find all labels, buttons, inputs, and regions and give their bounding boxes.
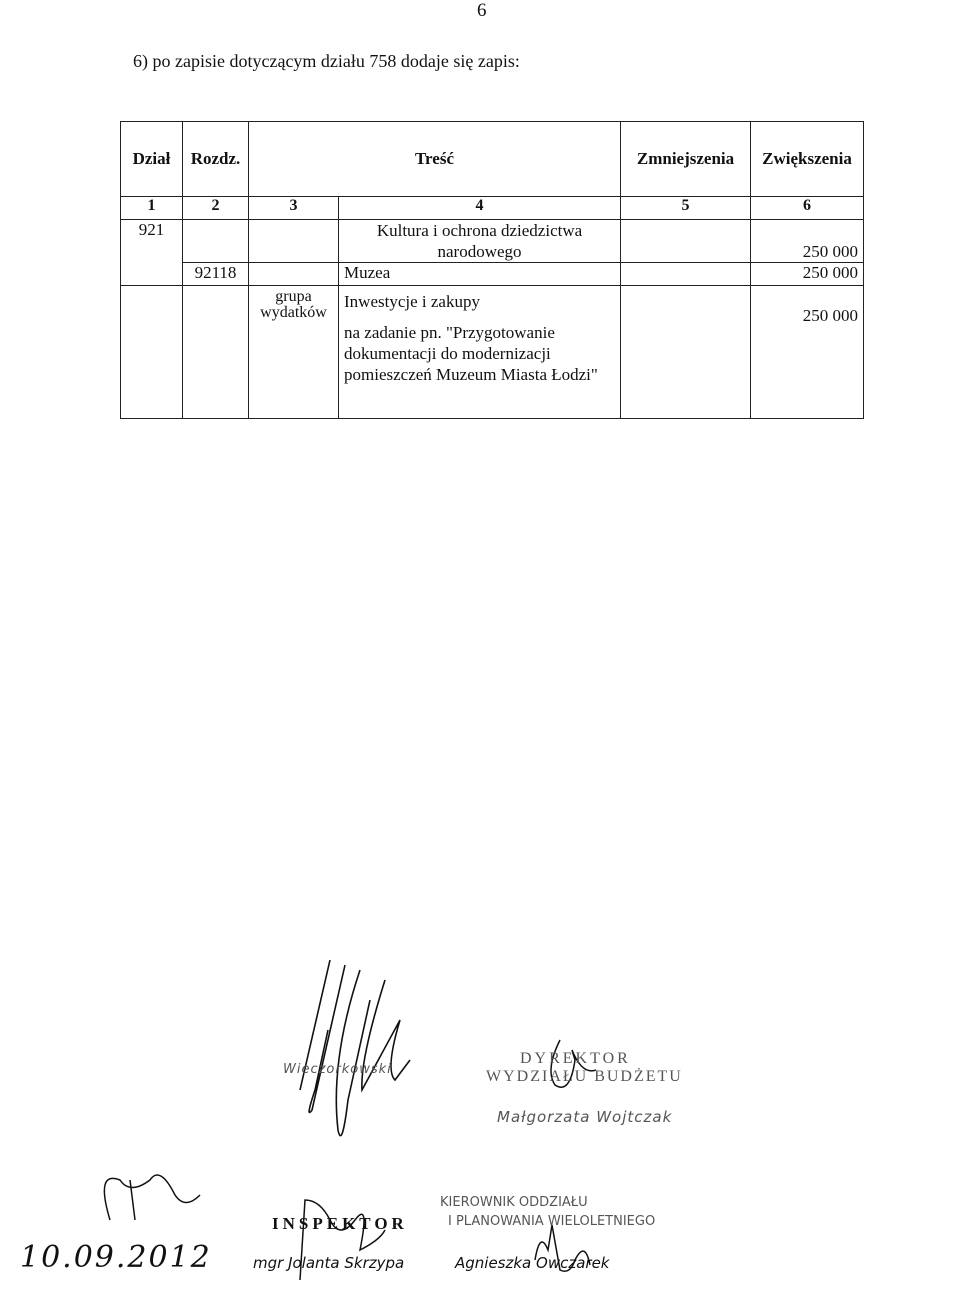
table-row-section	[121, 220, 864, 263]
col-num-6: 6	[751, 197, 864, 220]
col-num-2: 2	[183, 197, 249, 220]
director-name: Małgorzata Wojtczak	[497, 1108, 673, 1126]
treasurer-stamp-name: Wieczorkowski	[283, 1062, 392, 1077]
header-zwiekszenia: Zwiększenia	[751, 122, 864, 197]
table-row-chapter	[121, 263, 864, 286]
header-dzial: Dział	[121, 122, 183, 197]
group-increase: 250 000	[751, 286, 864, 419]
director-title-1: DYREKTOR	[520, 1050, 631, 1067]
dzial-cell: 921	[121, 220, 183, 263]
chapter-increase: 250 000	[751, 263, 864, 286]
header-tresc: Treść	[249, 122, 621, 197]
col-num-5: 5	[621, 197, 751, 220]
budget-table	[120, 121, 864, 419]
header-zmniejszenia: Zmniejszenia	[621, 122, 751, 197]
inspector-name: mgr Jolanta Skrzypa	[253, 1254, 405, 1272]
grupa-cell: grupa wydatków	[249, 286, 339, 419]
head-title-1: KIEROWNIK ODDZIAŁU	[440, 1195, 588, 1210]
treasurer-signature	[300, 960, 410, 1136]
handwritten-date: 10.09.2012	[20, 1240, 212, 1275]
intro-text: 6) po zapisie dotyczącym działu 758 dodaje się zapis:	[133, 51, 520, 71]
inspector-title: INSPEKTOR	[272, 1214, 408, 1233]
header-rozdz: Rozdz.	[183, 122, 249, 197]
section-text: Kultura i ochrona dziedzictwa narodowego	[339, 220, 621, 263]
col-num-1: 1	[121, 197, 183, 220]
director-title-2: WYDZIAŁU BUDŻETU	[486, 1068, 683, 1085]
chapter-text: Muzea	[339, 263, 621, 286]
head-name: Agnieszka Owczarek	[455, 1254, 610, 1272]
section-increase: 250 000	[751, 220, 864, 263]
group-text: Inwestycje i zakupy	[344, 292, 480, 311]
col-num-4: 4	[339, 197, 621, 220]
head-title-2: I PLANOWANIA WIELOLETNIEGO	[448, 1214, 656, 1229]
col-num-3: 3	[249, 197, 339, 220]
signature-scribbles	[0, 940, 960, 1290]
rozdz-cell: 92118	[183, 263, 249, 286]
page-number: 6	[477, 0, 487, 21]
table-row-group	[121, 286, 864, 419]
table-header-row	[121, 122, 864, 197]
task-text: na zadanie pn. "Przygotowanie dokumentacji do modernizacji pomieszczeń Muzeum Miasta Łodzi"	[344, 323, 598, 384]
column-number-row	[121, 197, 864, 220]
handwritten-initials	[104, 1175, 200, 1220]
